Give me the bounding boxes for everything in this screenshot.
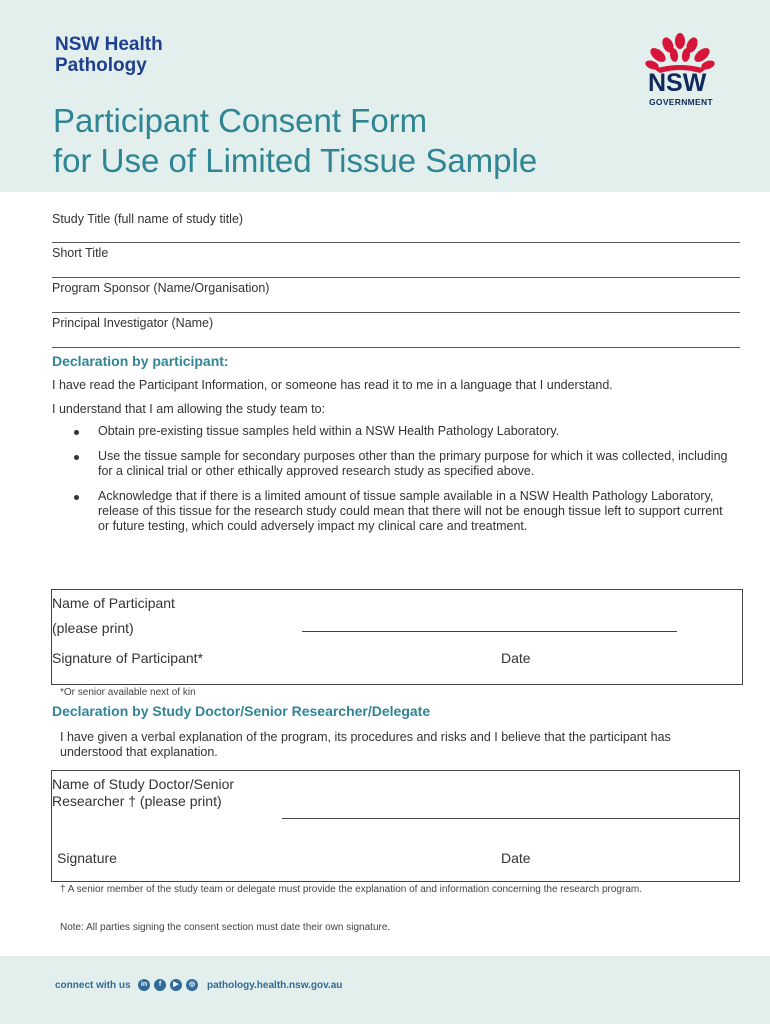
- list-item: [52, 489, 728, 534]
- program-sponsor-line: [52, 312, 740, 313]
- next-of-kin-footnote: *Or senior available next of kin: [60, 687, 196, 698]
- doctor-signature-label: Signature: [57, 850, 117, 866]
- government-wordmark: GOVERNMENT: [649, 97, 713, 107]
- website-link[interactable]: pathology.health.nsw.gov.au: [207, 980, 343, 991]
- nsw-health-pathology-logo: [55, 34, 163, 76]
- instagram-icon[interactable]: ◎: [186, 979, 198, 991]
- signing-note: Note: All parties signing the consent section must date their own signature.: [60, 922, 391, 933]
- doctor-name-label-1: Name of Study Doctor/Senior: [52, 776, 235, 792]
- bullet-text: Obtain pre-existing tissue samples held within a NSW Health Pathology Laboratory.: [98, 424, 560, 438]
- page-title: [53, 101, 537, 181]
- participant-intro-text: I have read the Participant Information, or someone has read it to me in a language that I understand.: [52, 378, 613, 392]
- senior-member-footnote: † A senior member of the study team or delegate must provide the explanation of and information concerning the research program.: [60, 884, 642, 895]
- bullet-icon: [74, 495, 79, 500]
- participant-understand-text: I understand that I am allowing the study team to:: [52, 402, 326, 416]
- bullet-text: Use the tissue sample for secondary purposes other than the primary purpose for which it was collected, including for a clinical trial or other ethically approved research study as specified above.: [98, 449, 728, 478]
- doctor-name-label-2: Researcher † (please print): [52, 793, 222, 809]
- principal-investigator-line: [52, 347, 740, 348]
- facebook-icon[interactable]: f: [154, 979, 166, 991]
- linkedin-icon[interactable]: in: [138, 979, 150, 991]
- short-title-field[interactable]: Short Title: [52, 246, 109, 260]
- connect-label: connect with us: [55, 980, 131, 991]
- brand-line-1: NSW Health: [55, 34, 163, 55]
- program-sponsor-field[interactable]: Program Sponsor (Name/Organisation): [52, 281, 270, 295]
- principal-investigator-field[interactable]: Principal Investigator (Name): [52, 316, 214, 330]
- doctor-declaration-text: I have given a verbal explanation of the program, its procedures and risks and I believe that the participant has understood that explanation.: [60, 730, 671, 759]
- participant-name-label-print: (please print): [52, 620, 134, 636]
- title-line-2: for Use of Limited Tissue Sample: [53, 142, 538, 179]
- participant-declaration-heading: Declaration by participant:: [52, 353, 229, 369]
- nsw-wordmark: NSW: [648, 69, 707, 97]
- doctor-declaration-heading: Declaration by Study Doctor/Senior Researcher/Delegate: [52, 703, 431, 719]
- participant-name-label: Name of Participant: [52, 595, 175, 611]
- youtube-icon[interactable]: ▶: [170, 979, 182, 991]
- doctor-name-field[interactable]: [282, 818, 740, 819]
- short-title-line: [52, 277, 740, 278]
- participant-name-field[interactable]: [302, 631, 677, 632]
- list-item: [52, 449, 728, 479]
- participant-date-label: Date: [501, 650, 531, 666]
- participant-signature-label: Signature of Participant*: [52, 650, 203, 666]
- title-line-1: Participant Consent Form: [53, 102, 428, 139]
- study-title-field[interactable]: Study Title (full name of study title): [52, 212, 244, 226]
- brand-line-2: Pathology: [55, 55, 147, 76]
- bullet-text: Acknowledge that if there is a limited amount of tissue sample available in a NSW Health Pathology Laboratory, release of this tissue for the research study could mean that there will not be enough tissue left to support current or future testing, which could adversely impact my clinical care and treatment.: [98, 489, 723, 533]
- bullet-icon: [74, 455, 79, 460]
- list-item: [52, 424, 732, 439]
- consent-bullet-list: [52, 424, 732, 534]
- doctor-date-label: Date: [501, 850, 531, 866]
- bullet-icon: [74, 430, 79, 435]
- study-title-line: [52, 242, 740, 243]
